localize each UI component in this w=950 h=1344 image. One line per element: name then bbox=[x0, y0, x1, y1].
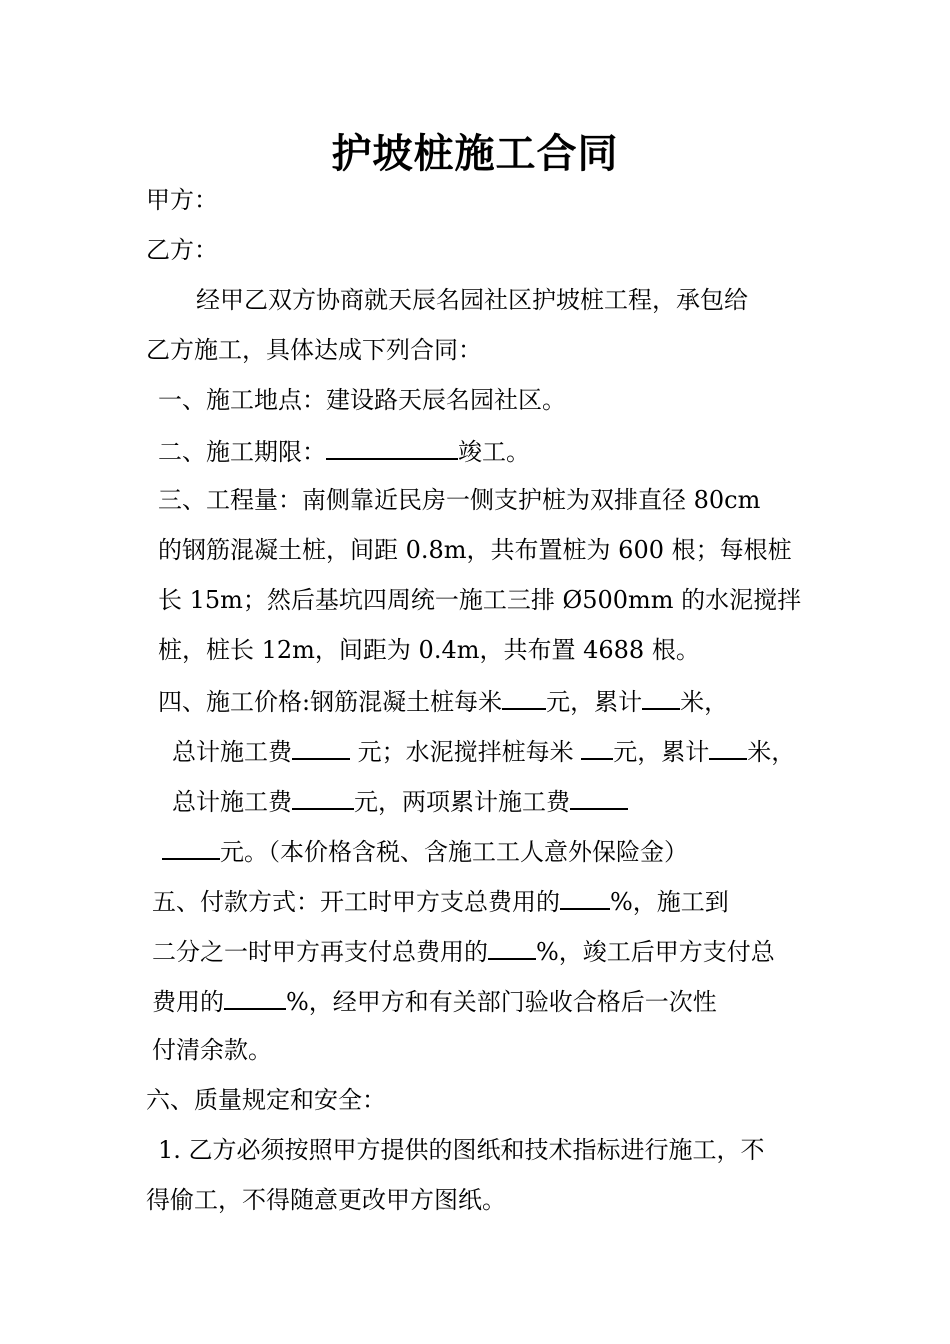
section-4-line-3 bbox=[172, 784, 628, 818]
section-1-location: 一、施工地点：建设路天辰名园社区。 bbox=[158, 386, 566, 414]
section-6-item-1-line-1: 1. 乙方必须按照甲方提供的图纸和技术指标进行施工，不 bbox=[158, 1136, 765, 1164]
blank-field bbox=[292, 784, 354, 810]
section-4-text: 元。（本价格含税、含施工工人意外保险金） bbox=[220, 838, 688, 866]
document-title: 护坡桩施工合同 bbox=[331, 130, 619, 177]
section-2-suffix: 竣工。 bbox=[458, 438, 530, 466]
blank-field bbox=[502, 684, 546, 710]
section-4-text: 元；水泥搅拌桩每米 bbox=[350, 738, 582, 766]
section-4-text: 米， bbox=[680, 688, 729, 716]
section-5-text: %，施工到 bbox=[610, 888, 729, 916]
section-4-line-4 bbox=[162, 834, 688, 868]
blank-field bbox=[709, 734, 747, 760]
section-5-line-4: 付清余款。 bbox=[152, 1036, 272, 1064]
section-6-heading: 六、质量规定和安全： bbox=[146, 1086, 386, 1114]
section-4-text: 总计施工费 bbox=[172, 788, 292, 816]
party-b-line: 乙方： bbox=[146, 236, 218, 264]
section-4-text: 元，两项累计施工费 bbox=[354, 788, 570, 816]
section-3-line-2: 的钢筋混凝土桩，间距 0.8m，共布置桩为 600 根；每根桩 bbox=[158, 536, 792, 564]
blank-field bbox=[581, 734, 613, 760]
section-5-text: 二分之一时甲方再支付总费用的 bbox=[152, 938, 488, 966]
section-5-line-2 bbox=[152, 934, 775, 968]
section-6-item-1-line-2: 得偷工，不得随意更改甲方图纸。 bbox=[146, 1186, 506, 1214]
blank-field bbox=[488, 934, 536, 960]
section-5-line-1 bbox=[152, 884, 729, 918]
intro-line-1: 经甲乙双方协商就天辰名园社区护坡桩工程，承包给 bbox=[196, 286, 748, 314]
section-4-text: 米， bbox=[747, 738, 796, 766]
blank-field bbox=[224, 984, 286, 1010]
blank-field bbox=[560, 884, 610, 910]
section-2-label: 二、施工期限： bbox=[158, 438, 326, 466]
section-4-text: 四、施工价格:钢筋混凝土桩每米 bbox=[158, 688, 503, 716]
section-5-text: %，竣工后甲方支付总 bbox=[536, 938, 775, 966]
blank-field bbox=[292, 734, 350, 760]
section-5-text: %，经甲方和有关部门验收合格后一次性 bbox=[286, 988, 717, 1016]
blank-field bbox=[570, 784, 628, 810]
section-4-line-2 bbox=[172, 734, 795, 768]
section-3-line-3: 长 15m；然后基坑四周统一施工三排 Ø500mm 的水泥搅拌 bbox=[158, 586, 802, 614]
section-2-period bbox=[158, 434, 530, 468]
section-3-line-4: 桩，桩长 12m，间距为 0.4m，共布置 4688 根。 bbox=[158, 636, 700, 664]
section-4-text: 元，累计 bbox=[613, 738, 710, 766]
section-4-text: 总计施工费 bbox=[172, 738, 292, 766]
blank-field bbox=[162, 834, 220, 860]
section-5-line-3 bbox=[152, 984, 717, 1018]
section-5-text: 五、付款方式：开工时甲方支总费用的 bbox=[152, 888, 560, 916]
party-a-line: 甲方： bbox=[146, 186, 218, 214]
section-3-line-1: 三、工程量：南侧靠近民房一侧支护桩为双排直径 80cm bbox=[158, 486, 761, 514]
blank-field bbox=[326, 434, 458, 460]
section-5-text: 费用的 bbox=[152, 988, 224, 1016]
blank-field bbox=[642, 684, 680, 710]
intro-line-2: 乙方施工，具体达成下列合同： bbox=[146, 336, 482, 364]
section-4-text: 元，累计 bbox=[546, 688, 643, 716]
section-4-line-1 bbox=[158, 684, 728, 718]
